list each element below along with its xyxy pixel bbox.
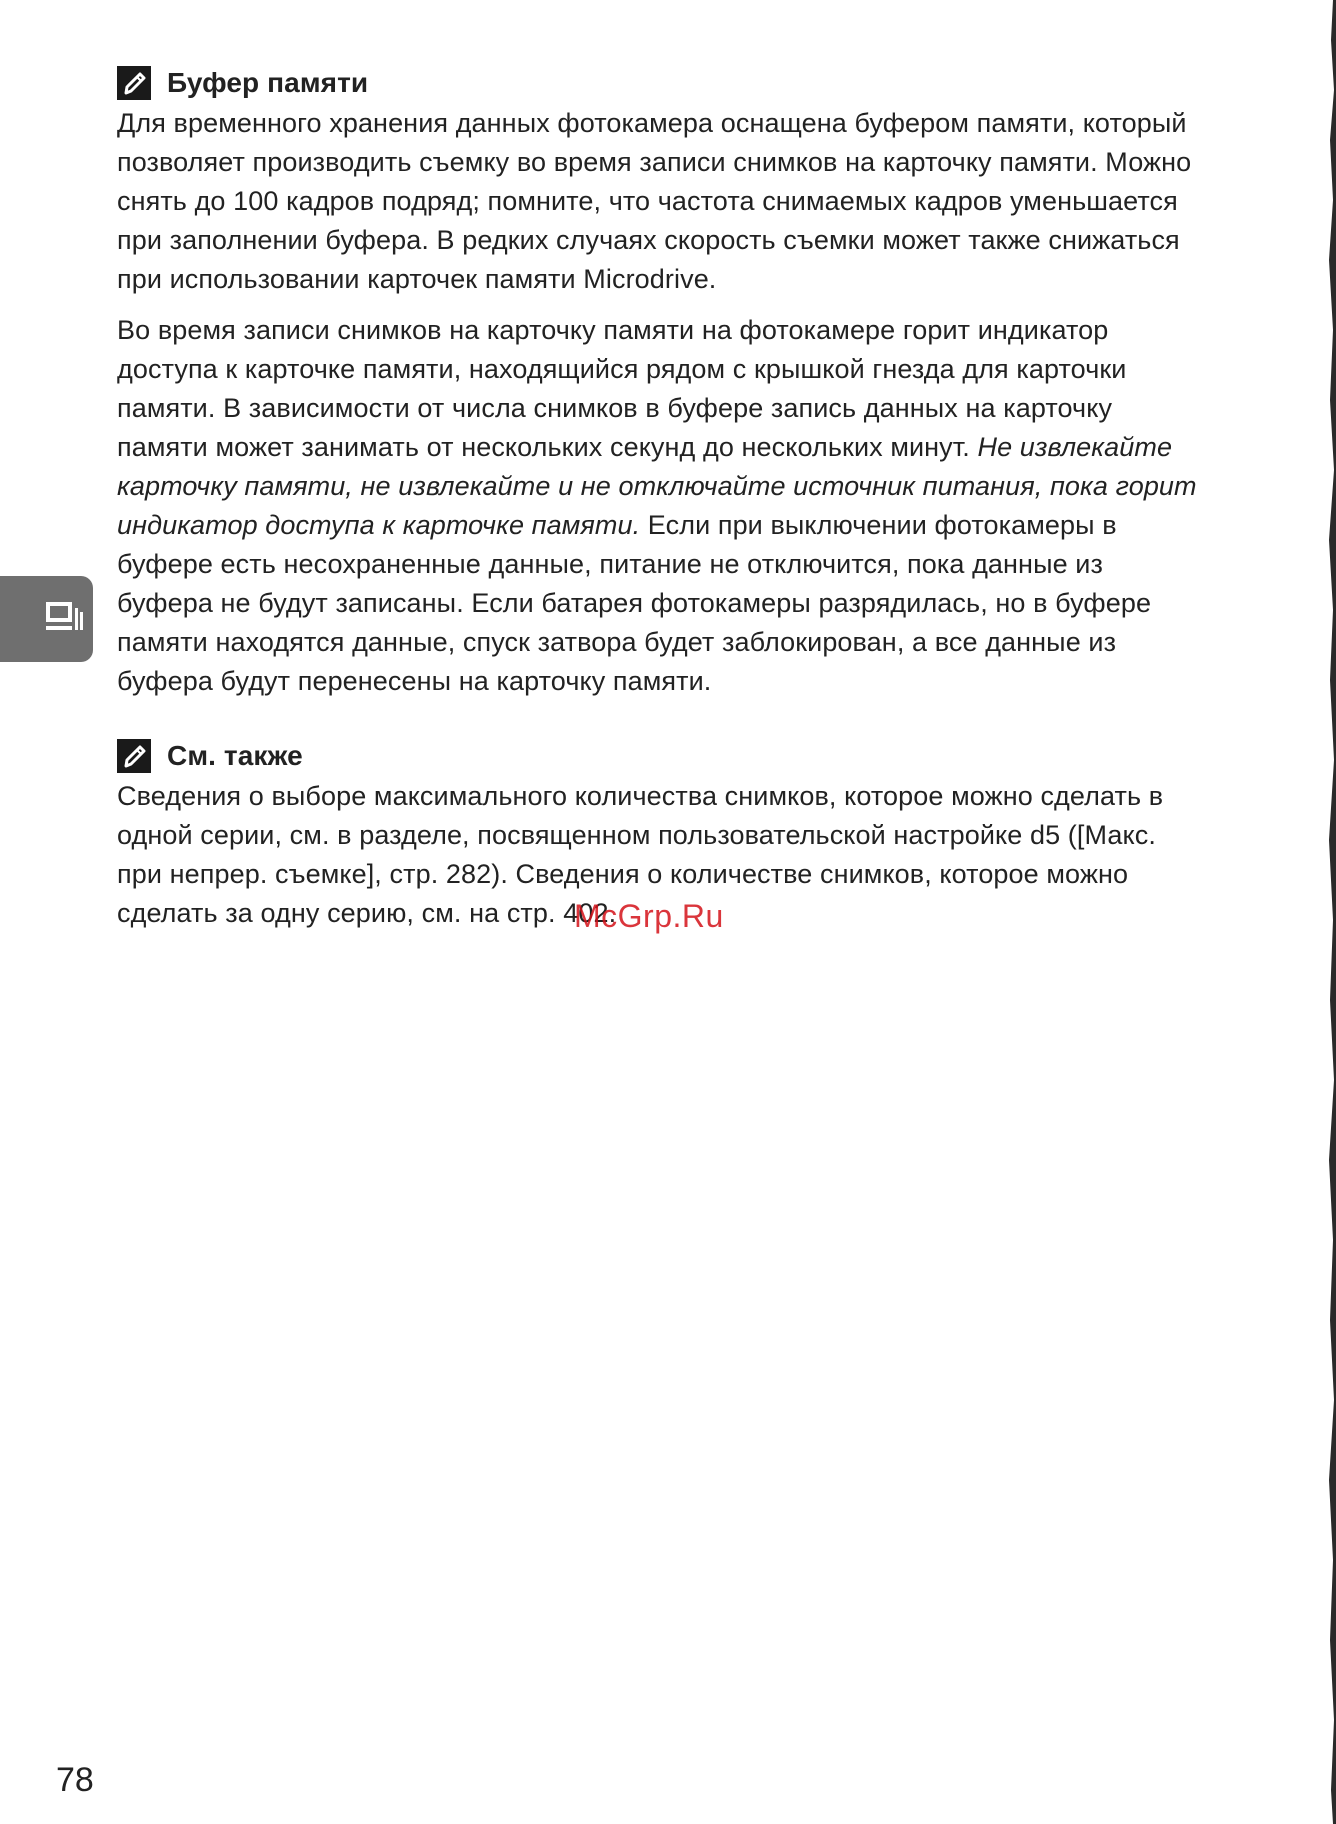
buffer-warning-italic: Не извлекайте карточку памяти, не извлекайте и не отключайте источник питания, пока горит индикатор доступа к карточке памяти. — [117, 432, 1197, 540]
buffer-paragraph-2-start: Во время записи снимков на карточку памяти на фотокамере горит индикатор доступа к карточке памяти, находящийся рядом с крышкой гнезда для карточки памяти. В зависимости от числа снимков в буфере запись данных на карточку памяти может занимать от нескольких секунд до нескольких минут. — [117, 315, 1127, 462]
section-buffer-title: Буфер памяти — [167, 67, 369, 98]
chapter-side-tab — [0, 576, 93, 662]
page-number: 78 — [56, 1761, 94, 1799]
pencil-note-icon — [117, 739, 151, 773]
watermark: McGrp.Ru — [574, 898, 724, 934]
section-see-also-heading — [117, 737, 1207, 775]
buffer-paragraph-2-end: Если при выключении фотокамеры в буфере есть несохраненные данные, питание не отключится, пока данные из буфера не будут записаны. Если батарея фотокамеры разрядилась, но в буфере памяти находятся данные, спуск затвора будет заблокирован, а все данные из буфера будут перенесены на карточку памяти. — [117, 510, 1152, 696]
buffer-paragraph-2 — [117, 311, 1202, 701]
section-see-also-title: См. также — [167, 740, 303, 771]
continuous-shooting-icon — [44, 598, 84, 638]
buffer-paragraph-1: Для временного хранения данных фотокамера оснащена буфером памяти, который позволяет производить съемку во время записи снимков на карточку памяти. Можно снять до 100 кадров подряд; помните, что частота снимаемых кадров уменьшается при заполнении буфера. В редких случаях скорость съемки может также снижаться при использовании карточек памяти Microdrive. — [117, 108, 1192, 294]
pencil-note-icon — [117, 66, 151, 100]
see-also-paragraph: Сведения о выборе максимального количества снимков, которое можно сделать в одной серии, см. в разделе, посвященном пользовательской настройке d5 ([Макс. при непрер. съемке], стр. 282). Сведения о количестве снимков, которое можно сделать за одну серию, см. на стр. 402. — [117, 781, 1164, 928]
page-content — [117, 64, 1207, 933]
section-buffer-heading — [117, 64, 1207, 102]
page-edge-decoration — [1316, 0, 1336, 1824]
